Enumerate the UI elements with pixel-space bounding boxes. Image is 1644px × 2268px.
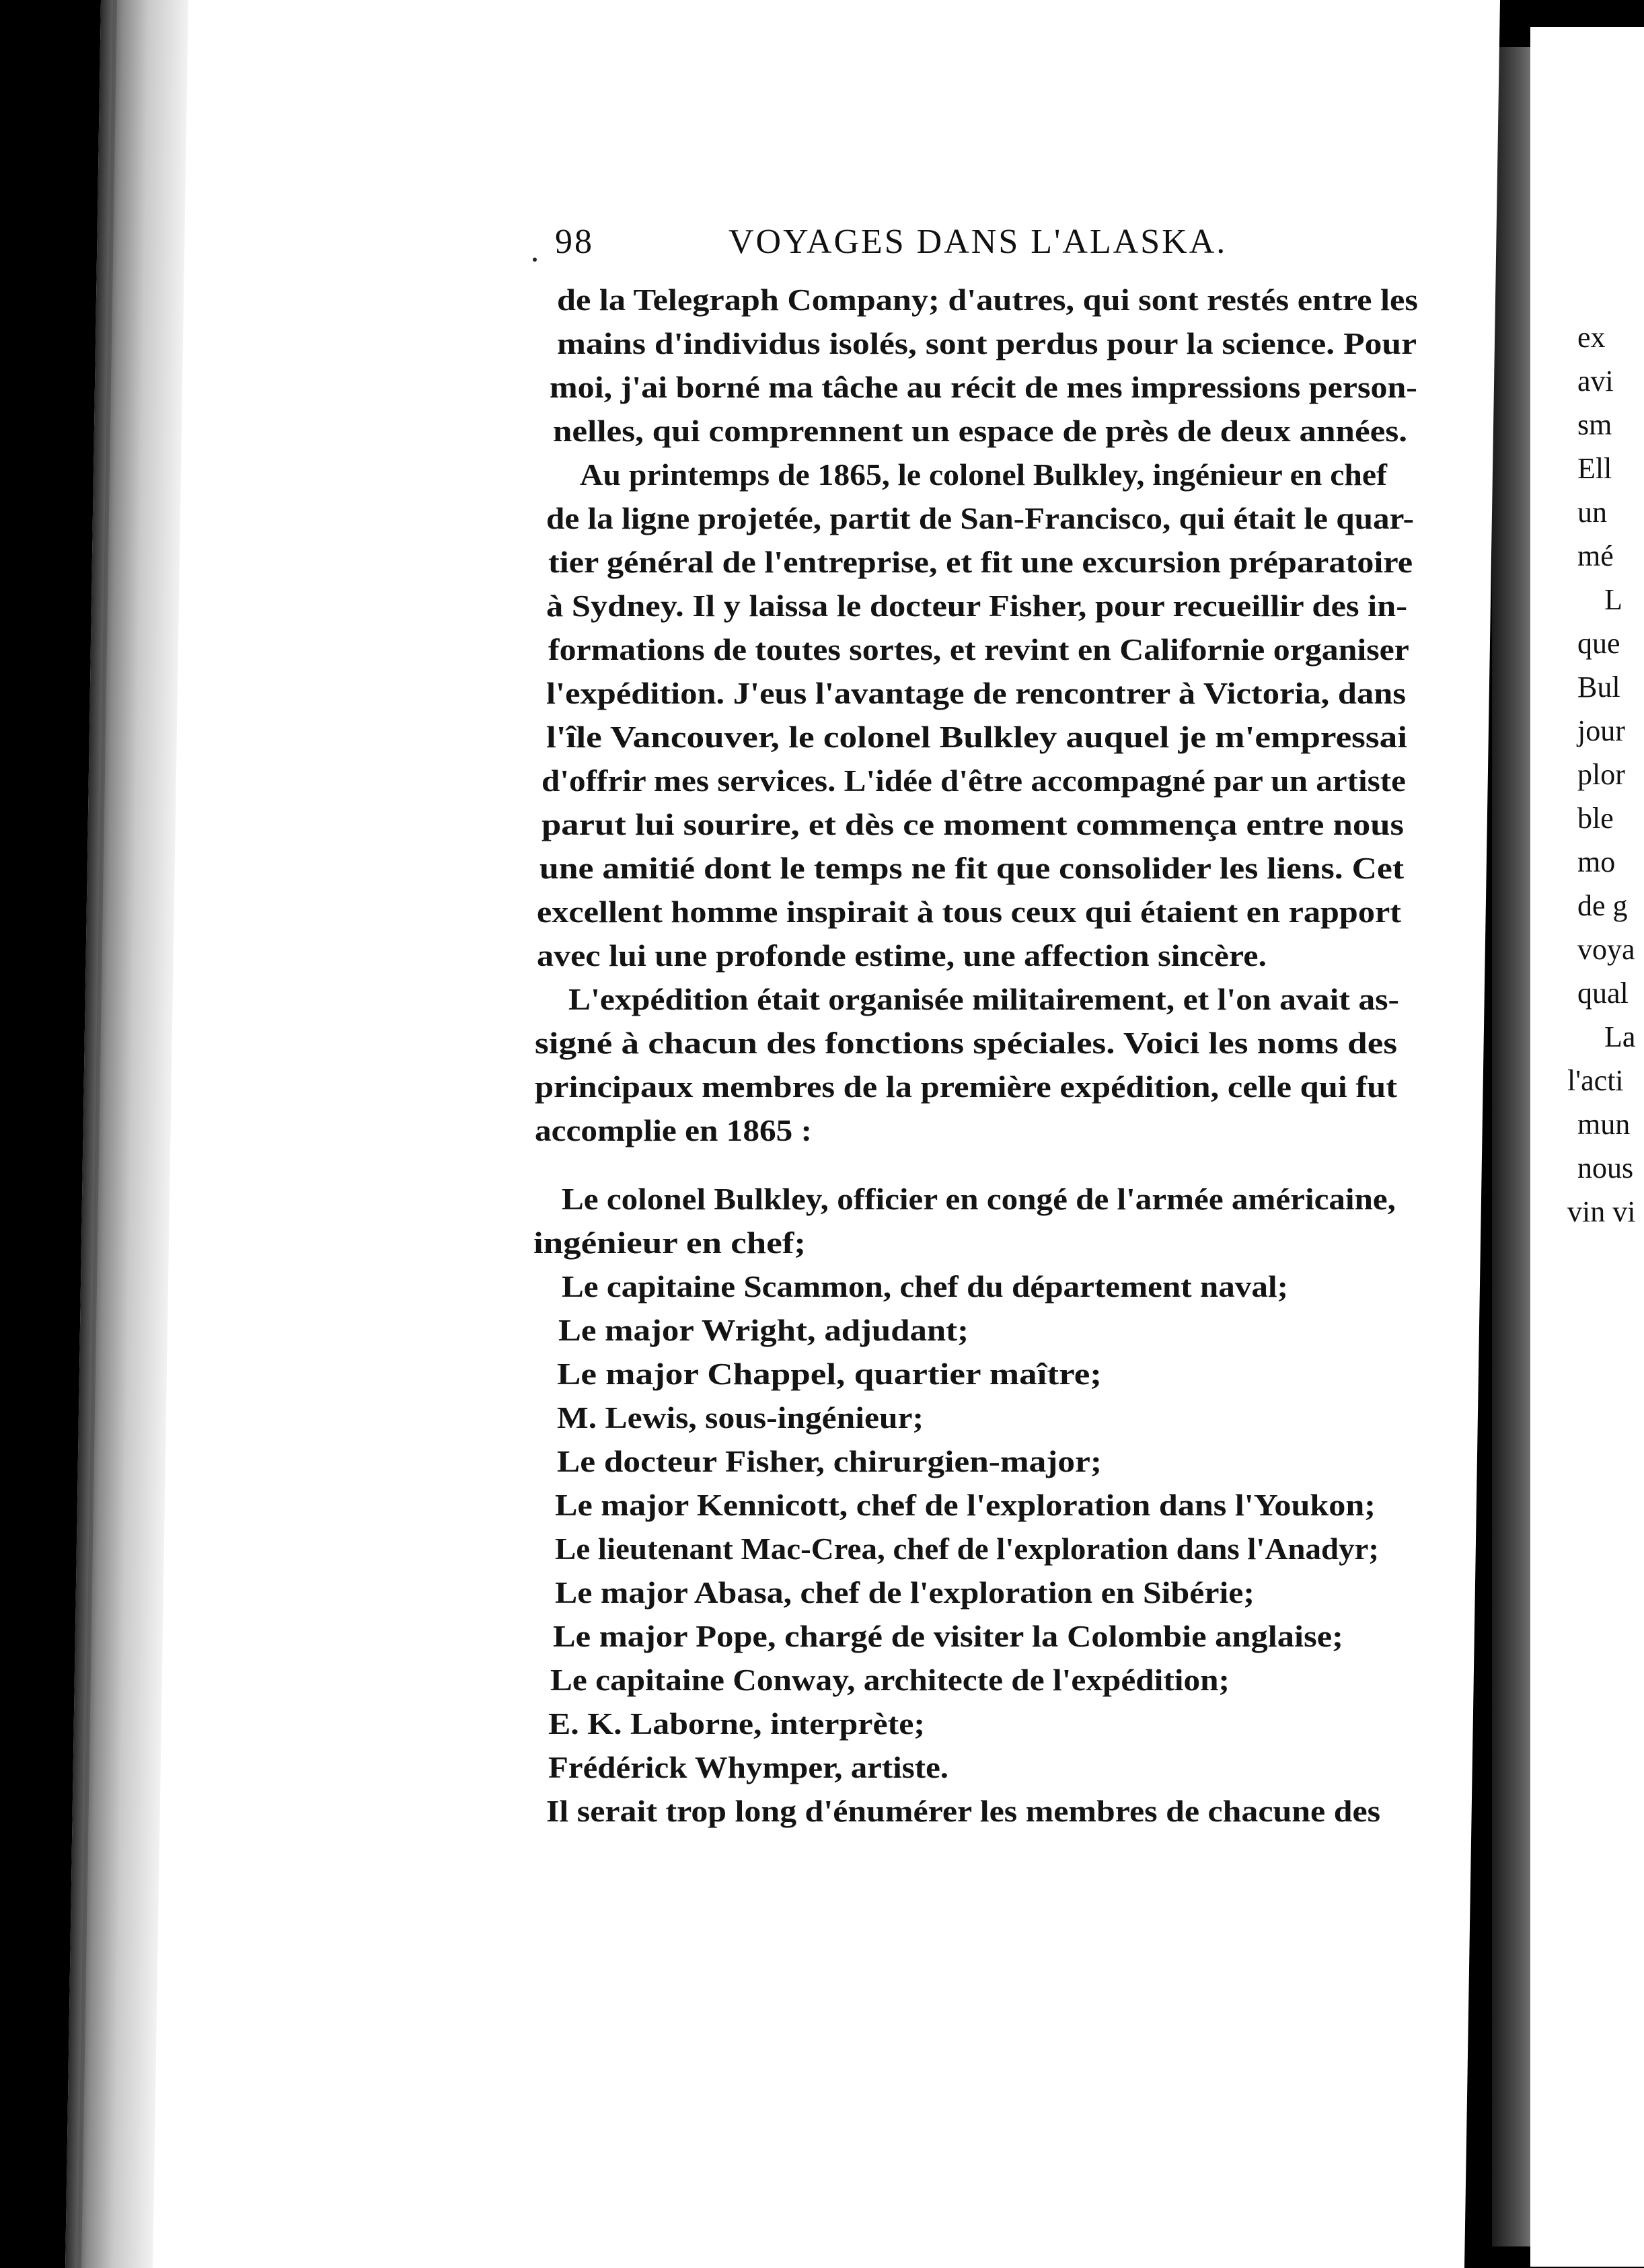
text-line: Le major Wright, adjudant; xyxy=(558,1313,969,1347)
text-line: à Sydney. Il y laissa le docteur Fisher, pour recueillir des in- xyxy=(546,589,1408,623)
text-line: L'expédition était organisée militairement, et l'on avait as- xyxy=(568,982,1400,1016)
text-line: tier général de l'entreprise, et fit une excursion préparatoire xyxy=(548,545,1413,579)
right-page-line: avi xyxy=(1577,365,1614,398)
text-line: M. Lewis, sous-ingénieur; xyxy=(557,1400,924,1435)
speck xyxy=(533,258,537,262)
text-line: nelles, qui comprennent un espace de près de deux années. xyxy=(553,414,1408,448)
text-line: Le capitaine Scammon, chef du département naval; xyxy=(562,1269,1288,1303)
text-line: une amitié dont le temps ne fit que consolider les liens. Cet xyxy=(539,851,1405,885)
text-line: ingénieur en chef; xyxy=(533,1225,806,1260)
text-line: parut lui sourire, et dès ce moment commença entre nous xyxy=(541,807,1404,841)
text-line: Le colonel Bulkley, officier en congé de l'armée américaine, xyxy=(562,1182,1396,1216)
right-page-line: nous xyxy=(1577,1151,1634,1184)
running-title: VOYAGES DANS L'ALASKA. xyxy=(728,223,1228,261)
text-line: de la Telegraph Company; d'autres, qui sont restés entre les xyxy=(557,282,1418,317)
text-line: accomplie en 1865 : xyxy=(535,1113,812,1147)
text-line: Le major Kennicott, chef de l'exploration dans l'Youkon; xyxy=(555,1488,1376,1522)
text-line: formations de toutes sortes, et revint en Californie organiser xyxy=(548,632,1409,667)
page-gutter-shadow xyxy=(65,0,188,2268)
text-line: de la ligne projetée, partit de San-Francisco, qui était le quar- xyxy=(546,501,1415,535)
right-page-line: que xyxy=(1577,627,1620,660)
text-line: moi, j'ai borné ma tâche au récit de mes impressions person- xyxy=(550,370,1417,404)
text-line: l'expédition. J'eus l'avantage de rencontrer à Victoria, dans xyxy=(546,676,1407,710)
right-page-line: jour xyxy=(1577,714,1625,747)
text-line: avec lui une profonde estime, une affection sincère. xyxy=(537,938,1267,973)
right-page-line: mo xyxy=(1577,845,1616,878)
running-head xyxy=(555,222,1227,262)
right-page-line: ble xyxy=(1577,802,1614,835)
text-line: Il serait trop long d'énumérer les membres de chacune des xyxy=(546,1794,1381,1828)
right-page-line: L xyxy=(1604,583,1622,616)
text-line: Le major Abasa, chef de l'exploration en Sibérie; xyxy=(555,1575,1255,1610)
right-page-line: Bul xyxy=(1577,671,1620,704)
text-line: Le lieutenant Mac-Crea, chef de l'exploration dans l'Anadyr; xyxy=(555,1532,1380,1566)
text-line: signé à chacun des fonctions spéciales. Voici les noms des xyxy=(535,1026,1398,1060)
right-page xyxy=(1530,27,1644,2267)
right-page-line: un xyxy=(1577,496,1607,529)
page-number: 98 xyxy=(555,223,594,261)
text-line: principaux membres de la première expédition, celle qui fut xyxy=(535,1069,1398,1104)
text-line: Au printemps de 1865, le colonel Bulkley, ingénieur en chef xyxy=(580,457,1387,492)
text-line: Frédérick Whymper, artiste. xyxy=(548,1750,949,1784)
text-line: Le major Chappel, quartier maître; xyxy=(557,1357,1103,1391)
text-line: l'île Vancouver, le colonel Bulkley auquel je m'empressai xyxy=(546,720,1407,754)
right-page-line: sm xyxy=(1577,408,1612,441)
right-page-line: mun xyxy=(1577,1108,1631,1141)
right-page-line: plor xyxy=(1577,758,1625,791)
text-line: mains d'individus isolés, sont perdus pour la science. Pour xyxy=(557,326,1417,361)
right-page-line: mé xyxy=(1577,539,1614,572)
right-page-line: l'acti xyxy=(1567,1064,1624,1097)
text-line: Le docteur Fisher, chirurgien-major; xyxy=(557,1444,1102,1478)
text-line: excellent homme inspirait à tous ceux qui étaient en rapport xyxy=(537,895,1401,929)
right-page-line: La xyxy=(1604,1020,1636,1053)
right-page-line: voya xyxy=(1577,933,1635,966)
text-line: Le major Pope, chargé de visiter la Colombie anglaise; xyxy=(553,1619,1343,1653)
right-page-line: qual xyxy=(1577,977,1629,1010)
right-page-line: vin vi xyxy=(1567,1195,1636,1228)
text-line: d'offrir mes services. L'idée d'être accompagné par un artiste xyxy=(541,763,1406,798)
right-page-line: de g xyxy=(1577,889,1628,922)
text-line: Le capitaine Conway, architecte de l'expédition; xyxy=(550,1663,1230,1697)
right-page-line: Ell xyxy=(1577,452,1612,485)
text-line: E. K. Laborne, interprète; xyxy=(548,1706,926,1741)
right-page-line: ex xyxy=(1577,321,1606,354)
